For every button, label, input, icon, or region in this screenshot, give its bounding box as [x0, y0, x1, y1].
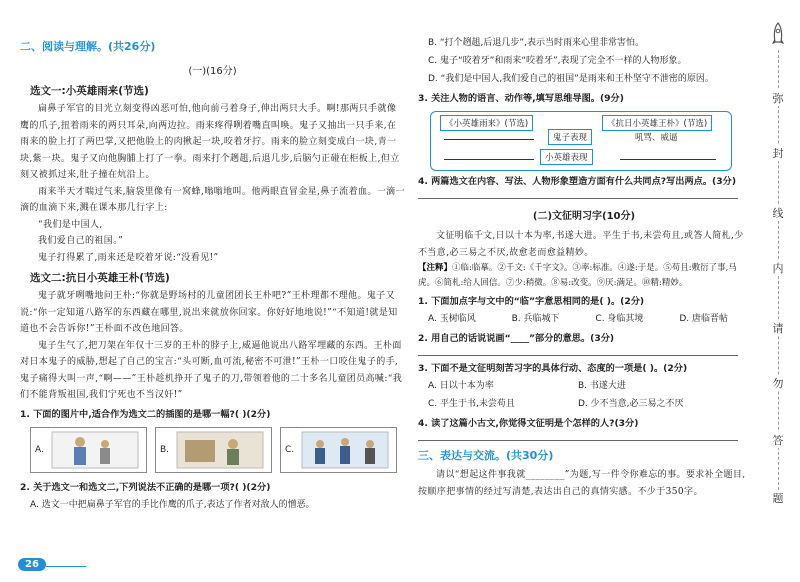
answer-blank[interactable]: [444, 159, 534, 160]
seal-char: 答: [768, 432, 788, 448]
question-7-option[interactable]: D. 少不当意,必三易之不厌: [578, 399, 684, 409]
question-5-option[interactable]: C. 身临其境: [595, 314, 644, 324]
page-number: 26: [18, 558, 46, 571]
question-7-options: [418, 377, 750, 413]
option-label: A.: [35, 444, 44, 455]
picture-option-b[interactable]: [155, 427, 272, 473]
question-1: 1. 下面的图片中,适合作为选文二的插图的是哪一幅?( )(2分): [20, 408, 271, 420]
mind-map: [430, 111, 730, 169]
seal-char: 弥: [768, 90, 788, 106]
seal-char: 封: [768, 145, 788, 161]
seal-char: 请: [768, 320, 788, 336]
question-7-option[interactable]: A. 日以十本为率: [428, 381, 494, 391]
part1-title: (一)(16分): [188, 66, 237, 77]
illustration-icon: [175, 430, 265, 470]
section-title-expression: 三、表达与交流。(共30分): [418, 449, 554, 462]
option-label: C.: [285, 444, 295, 455]
question-2-option-b[interactable]: B. “打个趔趄,后退几步”,表示当时雨来心里非常害怕。: [428, 38, 644, 48]
question-4: 4. 两篇选文在内容、写法、人物形象塑造方面有什么共同点?写出两点。(3分): [418, 176, 737, 187]
selection1-paragraph: “我们是中国人,: [38, 219, 103, 230]
answer-blank[interactable]: [620, 159, 716, 160]
picture-option-a[interactable]: [30, 427, 147, 473]
selection2-paragraph: 鬼子就牙咧嘴地问王朴:“你就是野场村的儿童团团长王朴吧?”王朴理都不理他。鬼子又说:“你一定知道八路军的东西藏在哪里,说出来就放你回家。你好好地地说!”“不知道!就是知道也不会告诉你!”王朴面不改色地回答。: [20, 291, 398, 334]
mind-map-filled-answer: 吼骂、威逼: [635, 133, 678, 143]
question-5-option[interactable]: B. 兵临城下: [511, 314, 560, 324]
seal-char: 内: [768, 260, 788, 276]
selection1-paragraph: 雨来半天才喘过气来,脑袋里像有一窝蜂,嗡嗡地叫。他两眼直冒金星,鼻子流着血。一滴一滴的血滴下来,溅在课本那几行字上:: [20, 186, 405, 213]
rocket-icon: [770, 22, 786, 48]
question-7: 3. 下面不是文征明刻苦习字的具体行动、态度的一项是( )。(2分): [418, 363, 688, 374]
essay-prompt: 请以“想起这件事我就________”为题,写一件令你难忘的事。要求补全题目,按顺序把事情的经过写清楚,表达出自己的真情实感。不少于350字。: [418, 470, 746, 497]
question-2-option-c[interactable]: C. 鬼子“咬着牙”和雨来“咬着牙”,表现了完全不一样的人物形象。: [428, 56, 687, 66]
question-6: 2. 用自己的话说说画“____”部分的意思。(3分): [418, 333, 615, 344]
illustration-icon: [300, 430, 390, 470]
notes-label: 【注释】: [418, 263, 453, 273]
mind-map-center-hero: 小英雄表现: [540, 149, 593, 165]
question-2-option-d[interactable]: D. “我们是中国人,我们爱自己的祖国”是雨来和王朴坚守不泄密的原因。: [428, 74, 714, 84]
selection2-paragraph: 鬼子生气了,把刀架在年仅十三岁的王朴的脖子上,威逼他说出八路军埋藏的东西。王朴面对日本鬼子的威胁,想起了自己的宝言:“头可断,血可流,秘密不可泄!”王朴一口咬住鬼子的手,鬼子痛得大叫一声,“啊——”王朴趁机挣开了鬼子的刀,带领着他的二十多名儿童团员高喊:“我们不能背叛祖国,我们宁死也不当汉奸!”: [20, 340, 403, 400]
question-7-option[interactable]: C. 平生于书,未尝苟且: [428, 399, 515, 409]
mind-map-center-enemy: 鬼子表现: [548, 129, 592, 145]
selection1-paragraph: 我们爱自己的祖国。”: [38, 236, 124, 246]
selection1-paragraph: 扁鼻子军官的目光立刻变得凶恶可怕,他向前弓着身子,伸出两只大手。啊!那两只手就像鹰的爪子,扭着雨来的两只耳朵,向两边拉。雨来疼得咧着嘴直叫唤。鬼子又抽出一只手来,在雨来的脸上打了两巴掌,又把他脸上的肉揪起一块,咬着牙拧。雨来的脸立刻变成白一块,青一块,紫一块。鬼子又向他胸脯上打了一拳。雨来打个趔趄,后退几步,后脑勺正碰在柜板上,但立刻又被抓过来,肚子撞在炕沿上。: [20, 104, 400, 180]
section-title-reading: 二、阅读与理解。(共26分): [20, 40, 156, 53]
left-column: [20, 0, 405, 514]
classical-passage: 文征明临千文,日以十本为率,书遂大进。平生于书,未尝苟且,或答人简札,少不当意,必三易之不厌,故愈老而愈益精妙。: [418, 231, 744, 258]
picture-option-c[interactable]: [280, 427, 397, 473]
question-8: 4. 读了这篇小古文,你觉得文征明是个怎样的人?(3分): [418, 418, 639, 429]
right-column: [418, 0, 750, 500]
page-number-underline: [46, 566, 86, 567]
picture-options: [30, 427, 405, 473]
question-3: 3. 关注人物的语言、动作等,填写思维导图。(9分): [418, 93, 624, 104]
part2-title: (二)文征明习字(10分): [532, 211, 636, 222]
seal-char: 线: [768, 205, 788, 221]
question-2: 2. 关于选文一和选文二,下列说法不正确的是哪一项?( )(2分): [20, 481, 271, 493]
selection1-paragraph: 鬼子打得累了,雨来还是咬着牙说:“没看见!”: [38, 252, 219, 263]
answer-blank[interactable]: [444, 139, 534, 140]
selection2-title: 选文二:抗日小英雄王朴(节选): [30, 272, 170, 284]
seal-line-margin: [758, 0, 800, 582]
seal-char: 勿: [768, 375, 788, 391]
selection1-title: 选文一:小英雄雨来(节选): [30, 85, 149, 97]
question-5: 1. 下面加点字与文中的“临”字意思相同的是( )。(2分): [418, 296, 645, 307]
question-5-option[interactable]: A. 玉树临风: [428, 314, 476, 324]
question-2-option-a[interactable]: A. 选文一中把扁鼻子军官的手比作鹰的爪子,表达了作者对敌人的憎恶。: [30, 499, 315, 510]
option-label: B.: [160, 444, 170, 455]
illustration-icon: [50, 430, 140, 470]
answer-line[interactable]: [418, 198, 738, 199]
question-5-option[interactable]: D. 唐临晋帖: [679, 314, 728, 324]
question-5-options: [418, 310, 728, 328]
mind-map-right-title: 《抗日小英雄王朴》(节选): [602, 115, 712, 131]
answer-line[interactable]: [418, 355, 738, 356]
notes-text: ①临:临摹。②千文:《千字文》。③率:标准。④遂:于是。⑤苟且:敷衍了事,马虎。⑥简札:给人回信。⑦少:稍微。⑧易:改变。⑨厌:满足。⑩精:精妙。: [418, 263, 737, 288]
mind-map-left-title: 《小英雄雨来》(节选): [440, 115, 533, 131]
seal-char: 题: [768, 490, 788, 506]
question-7-option[interactable]: B. 书遂大进: [578, 381, 626, 391]
notes: [418, 261, 750, 291]
answer-line[interactable]: [418, 440, 738, 441]
